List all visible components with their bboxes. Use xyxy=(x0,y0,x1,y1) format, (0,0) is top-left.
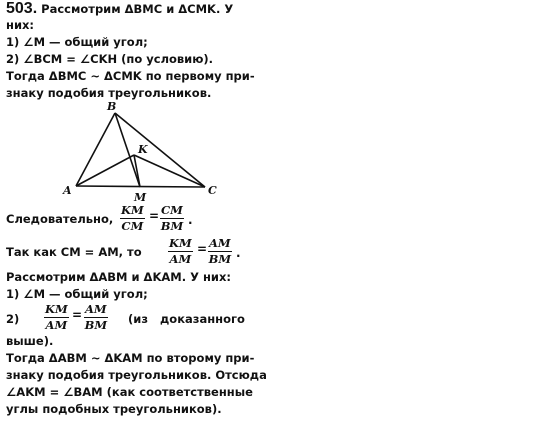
label-M: M xyxy=(134,191,147,204)
part2-f1-numerator: KM xyxy=(45,302,68,316)
ratio2-f2-numerator: AM xyxy=(209,236,231,250)
ratio2-period: . xyxy=(236,246,241,260)
ratio1-fraction-1 xyxy=(120,204,145,233)
part2-equals: = xyxy=(72,308,83,322)
ratio1-f1-numerator: KM xyxy=(121,203,144,217)
ratio1-equals: = xyxy=(149,209,160,223)
part2-paren-text: (из доказанного xyxy=(128,312,245,326)
part2-fraction-2 xyxy=(84,303,108,332)
segment-CK xyxy=(134,155,205,187)
part2-item2-label: 2) xyxy=(6,312,20,326)
ratio2-f1-denominator: AM xyxy=(169,252,192,266)
part2-line-5: знаку подобия треугольников. Отсюда xyxy=(6,368,267,382)
ratio1-f2-numerator: CM xyxy=(161,203,183,217)
segment-BC xyxy=(115,113,205,187)
ratio1-period: . xyxy=(188,213,193,227)
problem-line-1: Рассмотрим ΔBMC и ΔCMK. У xyxy=(41,2,234,16)
problem-line-4: 2) ∠BCM = ∠CKH (по условию). xyxy=(6,52,214,66)
ratio2-prefix: Так как CM = AM, то xyxy=(6,245,142,259)
label-B: B xyxy=(107,100,117,113)
part2-line-4: Тогда ΔABM ∼ ΔKAM по второму при- xyxy=(6,351,255,365)
problem-line-6: знаку подобия треугольников. xyxy=(6,86,212,100)
ratio2-fraction-2 xyxy=(208,237,232,266)
problem-number: 503. xyxy=(6,0,38,17)
part2-line-6: ∠AKM = ∠BAM (как соответственные xyxy=(6,385,253,399)
problem-line-3: 1) ∠M — общий угол; xyxy=(6,35,148,49)
part2-f1-denominator: AM xyxy=(45,318,68,332)
part2-line-after: выше). xyxy=(6,334,54,348)
part2-line-1: Рассмотрим ΔABM и ΔKAM. У них: xyxy=(6,270,231,284)
part2-line-7: углы подобных треугольников). xyxy=(6,402,222,416)
part2-line-2: 1) ∠M — общий угол; xyxy=(6,287,148,301)
part2-f2-numerator: AM xyxy=(85,302,107,316)
part2-fraction-1 xyxy=(44,303,69,332)
ratio2-equals: = xyxy=(197,242,208,256)
ratio1-fraction-2 xyxy=(160,204,184,233)
problem-line-2: них: xyxy=(6,18,35,32)
ratio2-f1-numerator: KM xyxy=(169,236,192,250)
problem-line-5: Тогда ΔBMC ∼ ΔCMK по первому при- xyxy=(6,69,255,83)
label-A: A xyxy=(63,184,72,197)
label-K: K xyxy=(138,143,148,156)
ratio2-fraction-1 xyxy=(168,237,193,266)
ratio1-prefix: Следовательно, xyxy=(6,212,114,226)
ratio2-f2-denominator: BM xyxy=(208,252,232,266)
problem-header xyxy=(6,1,233,17)
label-C: C xyxy=(208,184,217,197)
ratio1-f1-denominator: CM xyxy=(121,219,144,233)
triangle-figure xyxy=(60,98,230,204)
part2-f2-denominator: BM xyxy=(84,318,108,332)
ratio1-f2-denominator: BM xyxy=(160,219,184,233)
